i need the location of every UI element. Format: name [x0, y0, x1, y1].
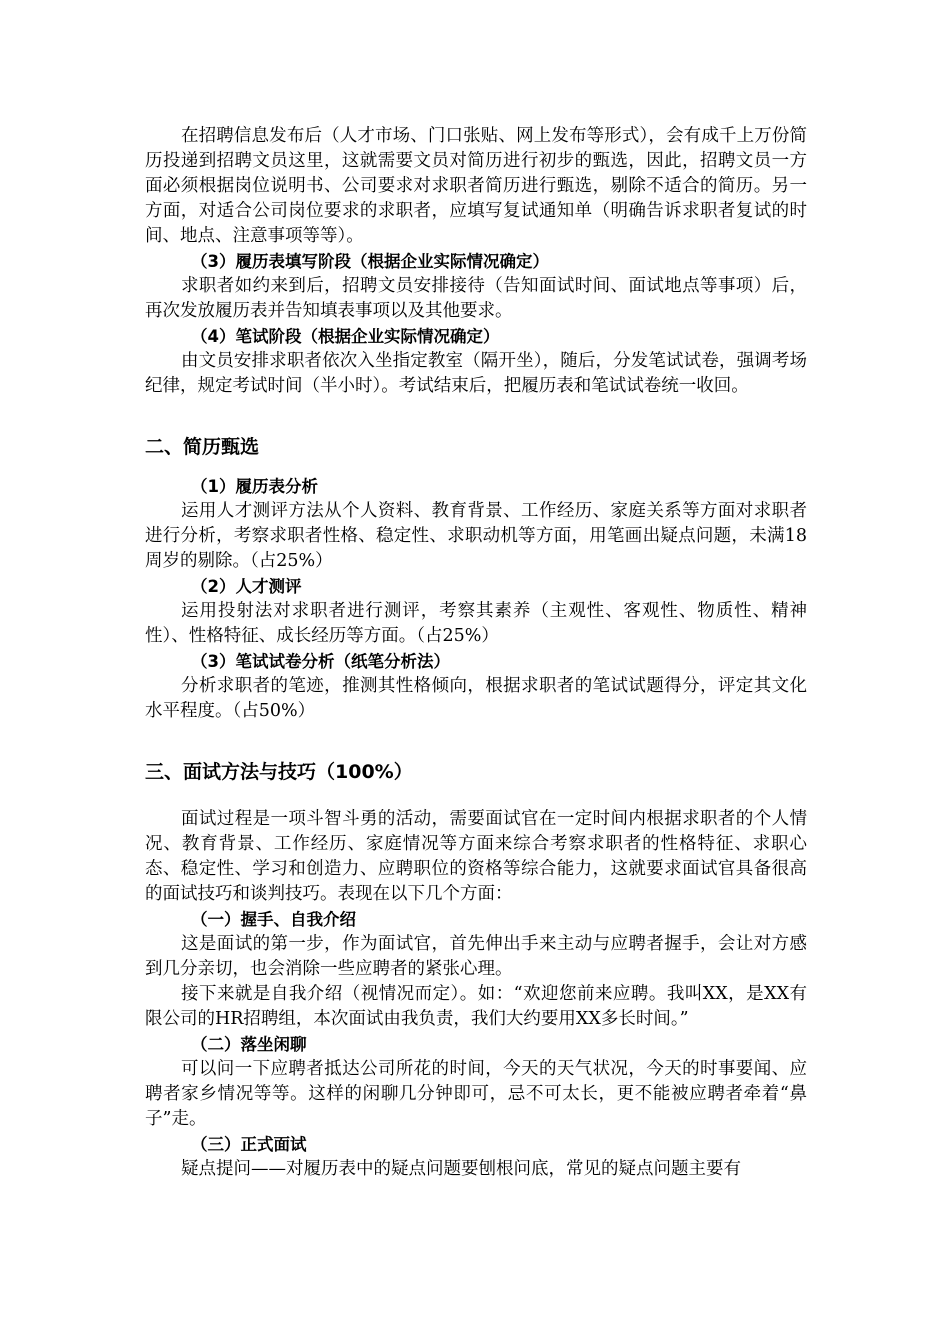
- section-3-paragraph-5: 疑点提问——对履历表中的疑点问题要刨根问底，常见的疑点问题主要有: [181, 1159, 741, 1179]
- intro-subheading-4: （4）笔试阶段（根据企业实际情况确定）: [191, 327, 500, 346]
- section-2-subheading-3: （3）笔试试卷分析（纸笔分析法）: [191, 652, 450, 671]
- section-2-paragraph-1: 运用人才测评方法从个人资料、教育背景、工作经历、家庭关系等方面对求职者进行分析，考察求职者性格、稳定性、求职动机等方面，用笔画出疑点问题，未满18周岁的剔除。（占25%）: [145, 501, 807, 571]
- section-2-heading: 二、简历甄选: [145, 436, 260, 458]
- section-2-paragraph-3: 分析求职者的笔迹，推测其性格倾向，根据求职者的笔试试题得分，评定其文化水平程度。（占50%）: [145, 676, 807, 721]
- section-3-subheading-3: （三）正式面试: [191, 1135, 307, 1154]
- section-3-paragraph-3: 接下来就是自我介绍（视情况而定）。如：“欢迎您前来应聘。我叫XX，是XX有限公司的HR招聘组，本次面试由我负责，我们大约要用XX多长时间。”: [145, 984, 807, 1029]
- document-body: [145, 124, 807, 1182]
- intro-paragraph-4: 由文员安排求职者依次入坐指定教室（隔开坐），随后，分发笔试试卷，强调考场纪律，规定考试时间（半小时）。考试结束后，把履历表和笔试试卷统一收回。: [145, 351, 807, 396]
- section-3-subheading-2: （二）落坐闲聊: [191, 1035, 307, 1054]
- section-2-subheading-1: （1）履历表分析: [191, 477, 318, 496]
- intro-paragraph-1: 在招聘信息发布后（人才市场、门口张贴、网上发布等形式），会有成千上万份简历投递到招聘文员这里，这就需要文员对简历进行初步的甄选，因此，招聘文员一方面必须根据岗位说明书、公司要求对求职者简历进行甄选，剔除不适合的简历。另一方面，对适合公司岗位要求的求职者，应填写复试通知单（明确告诉求职者复试的时间、地点、注意事项等等）。: [145, 126, 807, 246]
- section-3-heading: 三、面试方法与技巧（100%）: [145, 761, 413, 783]
- section-3-paragraph-4: 可以问一下应聘者抵达公司所花的时间，今天的天气状况，今天的时事要闻、应聘者家乡情况等等。这样的闲聊几分钟即可，忌不可太长，更不能被应聘者牵着“鼻子”走。: [145, 1059, 807, 1129]
- section-2-paragraph-2: 运用投射法对求职者进行测评，考察其素养（主观性、客观性、物质性、精神性）、性格特征、成长经历等方面。（占25%）: [145, 601, 807, 646]
- section-3-paragraph-1: 面试过程是一项斗智斗勇的活动，需要面试官在一定时间内根据求职者的个人情况、教育背景、工作经历、家庭情况等方面来综合考察求职者的性格特征、求职心态、稳定性、学习和创造力、应聘职位的资格等综合能力，这就要求面试官具备很高的面试技巧和谈判技巧。表现在以下几个方面：: [145, 809, 807, 904]
- intro-subheading-3: （3）履历表填写阶段（根据企业实际情况确定）: [191, 252, 549, 271]
- section-2-subheading-2: （2）人才测评: [191, 577, 302, 596]
- section-3-subheading-1: （一）握手、自我介绍: [191, 910, 356, 929]
- section-3-paragraph-2: 这是面试的第一步，作为面试官，首先伸出手来主动与应聘者握手，会让对方感到几分亲切，也会消除一些应聘者的紧张心理。: [145, 934, 807, 979]
- intro-paragraph-3: 求职者如约来到后，招聘文员安排接待（告知面试时间、面试地点等事项）后，再次发放履历表并告知填表事项以及其他要求。: [145, 276, 807, 321]
